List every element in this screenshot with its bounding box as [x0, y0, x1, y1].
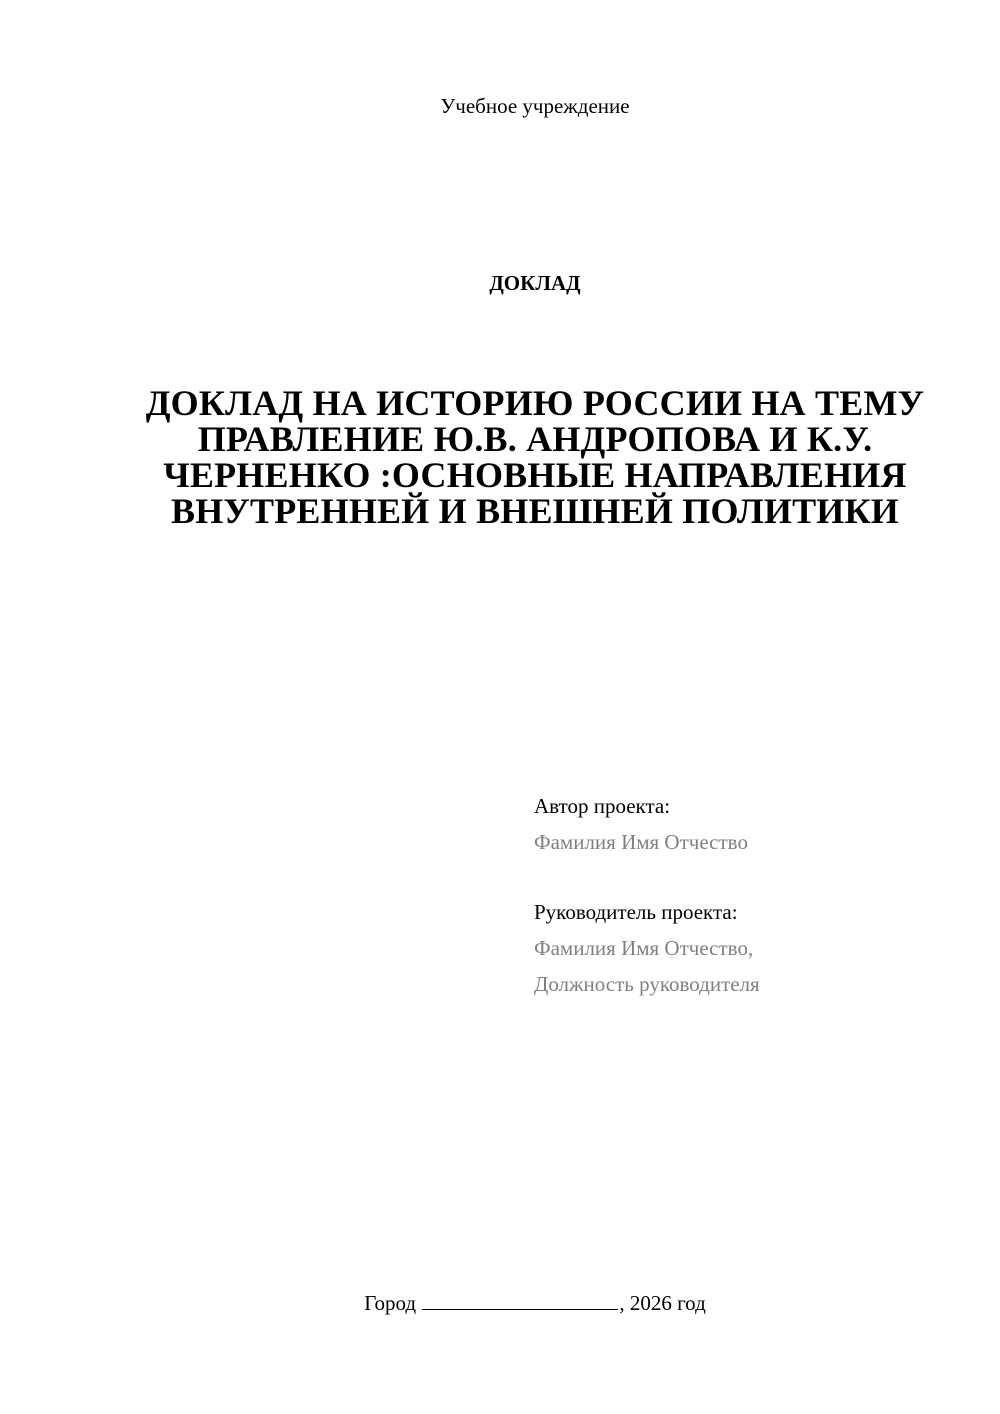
supervisor-label: Руководитель проекта: — [534, 900, 738, 924]
supervisor-name: Фамилия Имя Отчество, — [534, 936, 754, 960]
author-label: Автор проекта: — [534, 794, 671, 818]
institution-name: Учебное учреждение — [440, 94, 630, 118]
city-blank-line — [422, 1289, 618, 1310]
author-name: Фамилия Имя Отчество — [534, 830, 748, 854]
document-type: ДОКЛАД — [489, 271, 581, 295]
footer-city-year — [0, 1289, 1000, 1317]
signature-block — [534, 788, 974, 1002]
signature-spacer — [534, 860, 974, 894]
city-label: Город — [364, 1291, 417, 1315]
supervisor-position: Должность руководителя — [534, 972, 760, 996]
document-title: ДОКЛАД НА ИСТОРИЮ РОССИИ НА ТЕМУ ПРАВЛЕНИЕ Ю.В. АНДРОПОВА И К.У. ЧЕРНЕНКО :ОСНОВНЫЕ НАПРАВЛЕНИЯ ВНУТРЕННЕЙ И ВНЕШНЕЙ ПОЛИТИКИ — [145, 383, 925, 531]
year-text: , 2026 год — [619, 1291, 706, 1315]
